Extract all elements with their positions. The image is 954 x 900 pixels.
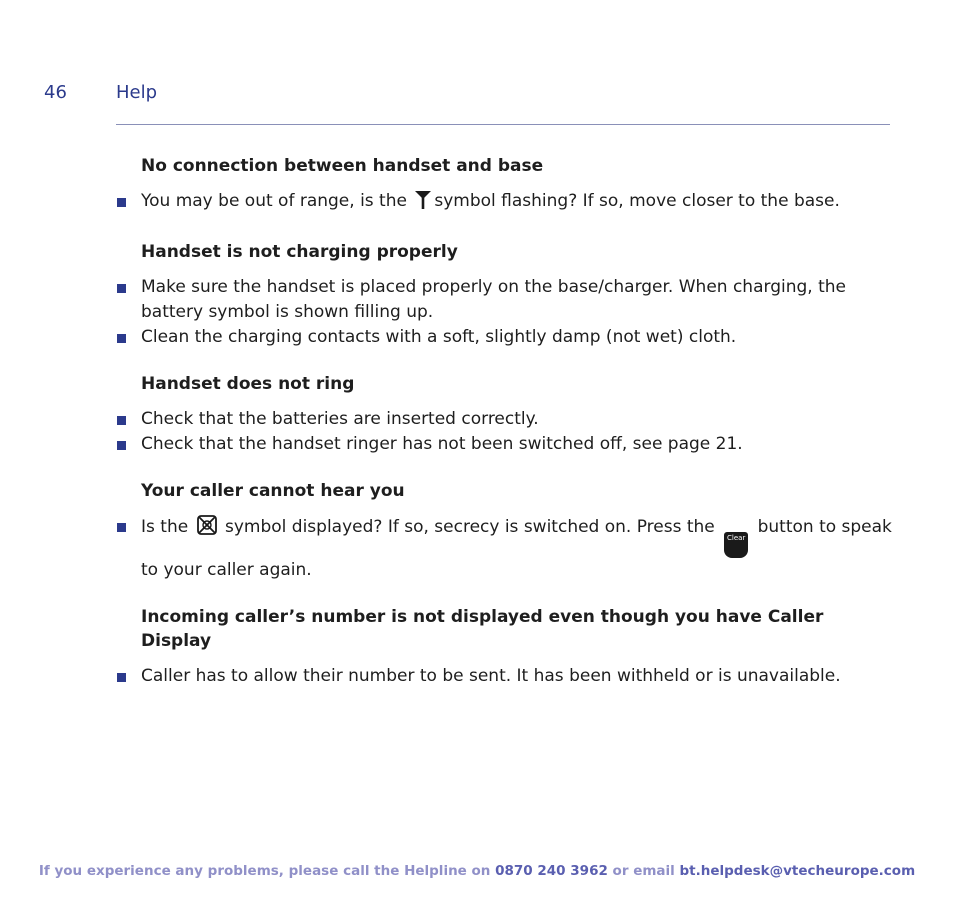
bullet-square-icon xyxy=(117,523,126,532)
bullet-square-icon xyxy=(117,441,126,450)
helpdesk-email: bt.helpdesk@vtecheurope.com xyxy=(679,863,916,879)
topic-list xyxy=(116,275,896,350)
secrecy-icon xyxy=(196,514,218,544)
list-item xyxy=(116,407,896,432)
list-item xyxy=(116,432,896,457)
list-item xyxy=(116,275,896,325)
item-text: Check that the handset ringer has not been switched off, see page 21. xyxy=(141,434,743,454)
topic-list xyxy=(116,664,896,689)
footer-text: If you experience any problems, please call the Helpline on xyxy=(38,863,496,879)
item-text: symbol displayed? If so, secrecy is switched on. Press the xyxy=(219,517,721,537)
bullet-square-icon xyxy=(117,673,126,682)
topic-heading: Handset is not charging properly xyxy=(141,242,458,262)
item-text: symbol flashing? If so, move closer to the base. xyxy=(434,191,840,211)
topic-heading: No connection between handset and base xyxy=(141,156,544,176)
topic-heading: Handset does not ring xyxy=(141,374,355,394)
topic-caller-display xyxy=(116,605,896,689)
item-text: Is the xyxy=(141,517,194,537)
antenna-icon xyxy=(414,190,432,218)
topic-does-not-ring xyxy=(116,372,896,457)
item-text: Caller has to allow their number to be sent. It has been withheld or is unavailable. xyxy=(141,666,841,686)
list-item xyxy=(116,514,896,583)
clear-key-icon: Clear xyxy=(724,532,748,558)
bullet-square-icon xyxy=(117,198,126,207)
topic-list xyxy=(116,407,896,457)
topic-caller-cannot-hear xyxy=(116,479,896,583)
section-title: Help xyxy=(116,82,158,103)
page-number: 46 xyxy=(44,82,67,103)
bullet-square-icon xyxy=(117,416,126,425)
help-content xyxy=(116,154,896,711)
footer-text: or email xyxy=(607,863,680,879)
topic-heading: Your caller cannot hear you xyxy=(141,481,405,501)
topic-list xyxy=(116,189,896,218)
item-text: Make sure the handset is placed properly on the base/charger. When charging, the battery symbol is shown filling up. xyxy=(141,277,846,322)
bullet-square-icon xyxy=(117,334,126,343)
bullet-square-icon xyxy=(117,284,126,293)
item-text: Clean the charging contacts with a soft, slightly damp (not wet) cloth. xyxy=(141,327,737,347)
item-text: button to speak to your caller again. xyxy=(141,517,892,580)
list-item xyxy=(116,325,896,350)
list-item xyxy=(116,189,896,218)
topic-heading: Incoming caller’s number is not displayed even though you have Caller Display xyxy=(141,607,824,651)
topic-no-connection xyxy=(116,154,896,218)
topic-list xyxy=(116,514,896,583)
header-divider xyxy=(116,124,890,125)
list-item xyxy=(116,664,896,689)
helpline-footer xyxy=(0,863,954,879)
topic-not-charging xyxy=(116,240,896,350)
item-text: You may be out of range, is the xyxy=(141,191,413,211)
item-text: Check that the batteries are inserted correctly. xyxy=(141,409,539,429)
helpline-phone: 0870 240 3962 xyxy=(495,863,608,879)
